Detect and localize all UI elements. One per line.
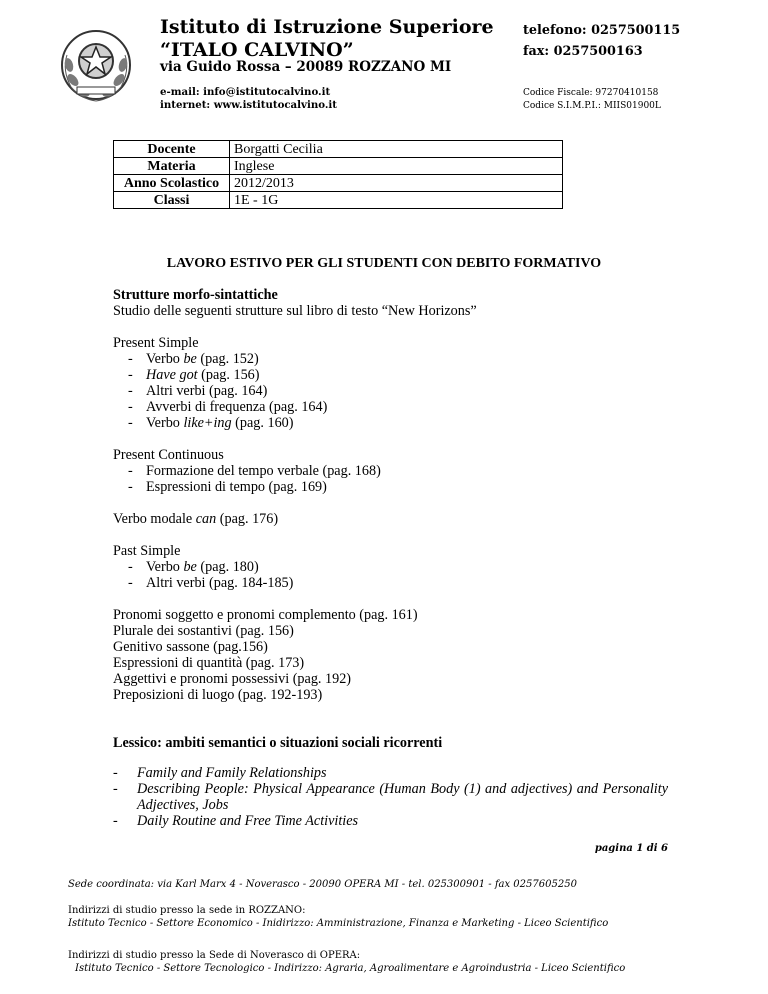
italian-republic-emblem-icon <box>57 25 135 107</box>
footer-rozzano-detail: Istituto Tecnico - Settore Economico - Inidirizzo: Amministrazione, Finanza e Marketing - Liceo Scientifico <box>68 918 609 929</box>
footer-rozzano-label: Indirizzi di studio presso la sede in ROZZANO: <box>68 905 306 916</box>
list-item: - Verbo be (pag. 180) <box>128 559 259 575</box>
email-text: e-mail: info@istitutocalvino.it <box>160 86 331 98</box>
page-number: pagina 1 di 6 <box>594 843 668 854</box>
list-present-simple <box>113 351 668 431</box>
footer-opera-label: Indirizzi di studio presso la Sede di Noverasco di OPERA: <box>68 950 361 961</box>
list-item: - Verbo be (pag. 152) <box>128 351 259 367</box>
text-line: Aggettivi e pronomi possessivi (pag. 192) <box>113 671 352 687</box>
footer-opera-detail: Istituto Tecnico - Settore Tecnologico - Indirizzo: Agraria, Agroalimentare e Agroindustria - Liceo Scientifico <box>75 963 626 974</box>
text-line: Plurale dei sostantivi (pag. 156) <box>113 623 294 639</box>
school-title: “ITALO CALVINO” <box>160 39 354 61</box>
list-item: - Altri verbi (pag. 164) <box>128 383 268 399</box>
website-text: internet: www.istitutocalvino.it <box>160 99 337 111</box>
info-value: 2012/2013 <box>230 175 563 192</box>
text-line: Espressioni di quantità (pag. 173) <box>113 655 305 671</box>
table-row <box>114 192 563 209</box>
table-row <box>114 141 563 158</box>
section-heading: Lessico: ambiti semantici o situazioni sociali ricorrenti <box>113 735 443 751</box>
text-line: Pronomi soggetto e pronomi complemento (pag. 161) <box>113 607 418 623</box>
group-label: Present Continuous <box>113 447 224 463</box>
fiscal-code: Codice Fiscale: 97270410158 <box>523 88 659 98</box>
page-title: LAVORO ESTIVO PER GLI STUDENTI CON DEBITO FORMATIVO <box>166 256 602 271</box>
list-item: - Have got (pag. 156) <box>128 367 260 383</box>
list-item: - Formazione del tempo verbale (pag. 168) <box>128 463 381 479</box>
section-intro: Studio delle seguenti strutture sul libro di testo “New Horizons” <box>113 303 477 319</box>
simpi-code: Codice S.I.M.P.I.: MIIS01900L <box>523 101 661 111</box>
list-item: - Describing People: Physical Appearance (Human Body (1) and adjectives) and Personality Adjectives, Jobs <box>113 781 668 813</box>
list-item: - Avverbi di frequenza (pag. 164) <box>128 399 328 415</box>
modal-line: Verbo modale can (pag. 176) <box>113 511 279 527</box>
info-value: Borgatti Cecilia <box>230 141 563 158</box>
list-item: - Family and Family Relationships <box>113 765 327 781</box>
table-row <box>114 158 563 175</box>
contact-block <box>160 86 337 112</box>
footer-sede: Sede coordinata: via Karl Marx 4 - Noverasco - 20090 OPERA MI - tel. 025300901 - fax 0257605250 <box>68 879 577 890</box>
info-key: Materia <box>114 158 230 175</box>
document-body <box>113 287 668 829</box>
codes-block <box>523 87 661 113</box>
info-key: Docente <box>114 141 230 158</box>
group-label: Past Simple <box>113 543 181 559</box>
text-line: Preposizioni di luogo (pag. 192-193) <box>113 687 323 703</box>
info-key: Classi <box>114 192 230 209</box>
list-present-continuous <box>113 463 668 495</box>
info-key: Anno Scolastico <box>114 175 230 192</box>
list-item: - Espressioni di tempo (pag. 169) <box>128 479 327 495</box>
list-item: - Daily Routine and Free Time Activities <box>113 813 359 829</box>
list-item: - Altri verbi (pag. 184-185) <box>128 575 294 591</box>
table-row <box>114 175 563 192</box>
list-lessico <box>113 765 668 829</box>
info-value: 1E - 1G <box>230 192 563 209</box>
list-item: - Verbo like+ing (pag. 160) <box>128 415 294 431</box>
list-past-simple <box>113 559 668 591</box>
text-line: Genitivo sassone (pag.156) <box>113 639 268 655</box>
phone-number: telefono: 0257500115 <box>523 23 681 38</box>
group-label: Present Simple <box>113 335 199 351</box>
school-name: Istituto di Istruzione Superiore <box>160 16 494 38</box>
fax-number: fax: 0257500163 <box>523 44 643 59</box>
info-table <box>113 140 563 209</box>
section-heading: Strutture morfo-sintattiche <box>113 287 278 303</box>
school-address: via Guido Rossa – 20089 ROZZANO MI <box>160 59 452 75</box>
info-value: Inglese <box>230 158 563 175</box>
